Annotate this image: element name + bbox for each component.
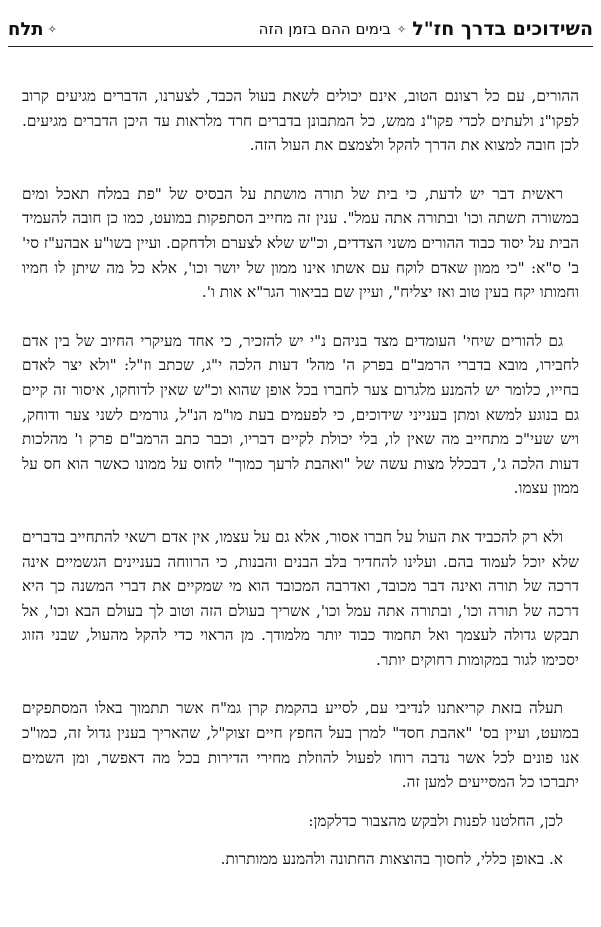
paragraph-text: א. באופן כללי, לחסוך בהוצאות החתונה ולהמנע ממותרות. <box>220 850 563 869</box>
paragraph-text: ולא רק להכביד את העול על חברו אסור, אלא גם על עצמו, אין אדם רשאי להתחייב בדברים שלא יוכל לעמוד בהם. ועלינו להחדיר בלב הבנים והבנות, כי הרווחה בעניינים הגשמיים אינה דרכה של תורה ואינה דבר מכובד, ואדרבה המכובד הוא מי שמקיים את דברי המשנה כך היא דרכה של תורה וכו', ובתורה אתה עמל וכו', אשריך בעולם הזה וטוב לך בעולם הבא וכו', אל תבקש גדולה לעצמך ואל תחמוד כבוד יותר מלמודך. מן הראוי כדי להקל מהעול, שבני הזוג יסכימו לגור במקומות רחוקים יותר. <box>22 527 579 669</box>
paragraph <box>22 182 579 305</box>
page-number: תלח <box>8 18 44 40</box>
paragraph <box>22 84 579 158</box>
paragraph <box>22 329 579 501</box>
paragraph <box>22 847 579 872</box>
paragraph <box>22 696 579 794</box>
paragraph <box>22 809 579 834</box>
header-titles <box>259 18 593 40</box>
paragraph-text: גם להורים שיחי' העומדים מצד בניהם נ"י יש להזכיר, כי אחד מעיקרי החיוב של בין אדם לחבירו, מובא בדברי הרמב"ם בפרק ה' מהל' דעות הלכה י"ג, שכתב וז"ל: "ולא יצר לאדם בחייו, כלומר יש להמנע מלגרום צער לחברו בכל אופן שהוא וכ"ש שאין לדוחקו, איסור זה קיים גם בנוגע למשא ומתן בענייני שידוכים, כי לפעמים בעת מו"מ הנ"ל, גורמים לשני צער ודוחק, ויש שעי"כ מתחייב מה שאין לו, בלי יכולת לקיים דבריו, וכבר כתב הרמב"ם פרק ו' מהלכות דעות הלכה ג', דבכלל מצות עשה של "ואהבת לרעך כמוך" לחוס על ממונו כאשר הוא חס על ממון עצמו. <box>22 331 579 498</box>
paragraph <box>22 525 579 673</box>
section-title: בימים ההם בזמן הזה <box>258 20 391 38</box>
paragraph-text: לכן, החלטנו לפנות ולבקש מהצבור כדלקמן: <box>308 811 563 830</box>
page-number-group <box>8 19 57 40</box>
paragraph-text: ראשית דבר יש לדעת, כי בית של תורה מושתת על הבסיס של "פת במלח תאכל ומים במשורה תשתה וכו' ובתורה אתה עמל". ענין זה מחייב הסתפקות במועט, כמו כן חובה להעמיד הבית על יסוד כבוד ההורים משני הצדדים, וכ"ש שלא לצערם ולדחקם. ועיין בשו"ע אבהע"ז סי' ב' ס"א: "כי ממון שאדם לוקח עם אשתו אינו ממון של יושר וכו', אלא כל מה שיתן לו חמיו וחמותו יקח בעין טוב ואז יצליח", ועיין שם בביאור הגר"א אות ו'. <box>22 184 579 302</box>
header-rule <box>8 46 593 47</box>
paragraph-text: תעלה בזאת קריאתנו לנדיבי עם, לסייע בהקמת קרן גמ"ח אשר תתמוך באלו המסתפקים במועט, ועיין בס' "אהבת חסד" למרן בעל החפץ חיים זצוק"ל, שהאריך בענין גדול זה, כמו"כ אנו פונים לכל אשר נדבה רוחו לפעול להוזלת מחירי הדירות בכל מה דאפשר, ומן השמים יתברכו כל המסייעים למען זה. <box>22 699 579 792</box>
diamond-ornament-icon: ✧ <box>396 22 407 36</box>
chapter-title: השידוכים בדרך חז"ל <box>412 18 593 40</box>
running-header <box>8 14 593 44</box>
paragraph-text: ההורים, עם כל רצונם הטוב, אינם יכולים לשאת בעול הכבד, לצערנו, הדברים מגיעים קרוב לפקו"נ ולעתים לכדי פקו"נ ממש, כל המתבונן בדברים חרד מלראות עד היכן הדברים מגיעים. לכן חובה למצוא את הדרך להקל ולצמצם את העול הזה. <box>22 87 579 155</box>
text-body <box>22 84 579 896</box>
diamond-ornament-icon: ✧ <box>47 22 57 36</box>
